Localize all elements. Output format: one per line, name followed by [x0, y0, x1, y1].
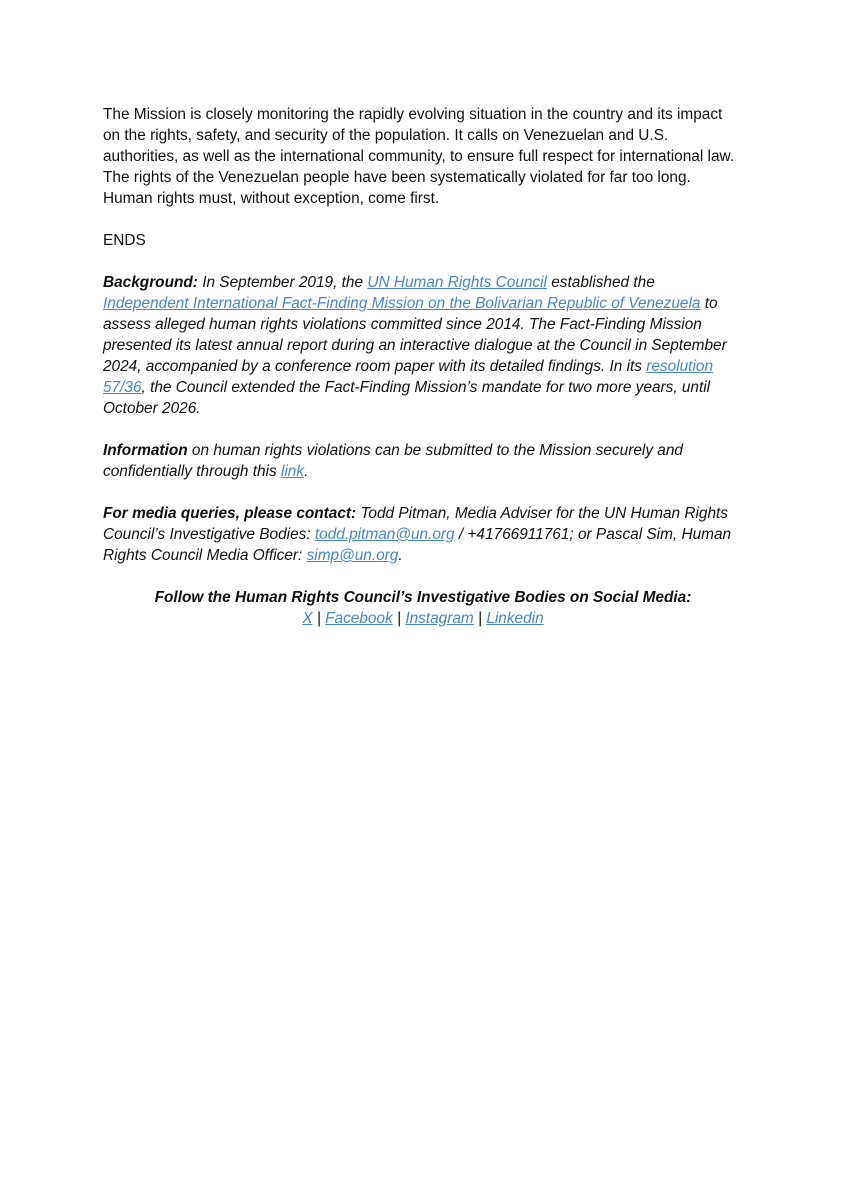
resolution-link[interactable]: resolution 57/36	[103, 358, 713, 396]
todd-pitman-email-link[interactable]: todd.pitman@un.org	[314, 526, 455, 543]
facebook-link[interactable]: Facebook	[325, 610, 393, 627]
information-text-2: .	[304, 463, 309, 480]
background-paragraph	[103, 272, 743, 419]
fact-finding-mission-link[interactable]: Independent International Fact-Finding Mission on the Bolivarian Republic of Venezuela	[103, 295, 701, 312]
ends-marker: ENDS	[103, 232, 146, 249]
social-separator: |	[392, 610, 406, 627]
background-text-4: , the Council extended the Fact-Finding Mission’s mandate for two more years, until October 2026.	[103, 379, 711, 417]
un-human-rights-council-link[interactable]: UN Human Rights Council	[367, 274, 547, 291]
social-media-heading: Follow the Human Rights Council’s Investigative Bodies on Social Media:	[154, 589, 692, 606]
information-label: Information	[103, 442, 188, 459]
pascal-sim-email-link[interactable]: simp@un.org	[306, 547, 399, 564]
social-media-block	[103, 587, 743, 629]
information-paragraph	[103, 440, 743, 482]
submission-link[interactable]: link	[280, 463, 305, 480]
instagram-link[interactable]: Instagram	[405, 610, 474, 627]
background-label: Background:	[103, 274, 198, 291]
media-text-1: Todd Pitman, Media Adviser for the UN Human Rights Council’s Investigative Bodies:	[103, 505, 728, 543]
background-text-2: established the	[546, 274, 655, 291]
media-text-2: / +41766911761; or Pascal Sim, Human Rights Council Media Officer:	[103, 526, 732, 564]
media-text-3: .	[398, 547, 403, 564]
social-separator: |	[312, 610, 326, 627]
x-link[interactable]: X	[302, 610, 313, 627]
media-paragraph	[103, 503, 743, 566]
linkedin-link[interactable]: Linkedin	[486, 610, 544, 627]
intro-paragraph: The Mission is closely monitoring the rapidly evolving situation in the country and its impact on the rights, safety, and security of the population. It calls on Venezuelan and U.S. authorities, as well as the international community, to ensure full respect for international law. The rights of the Venezuelan people have been systematically violated for far too long. Human rights must, without exception, come first.	[103, 106, 735, 207]
social-separator: |	[473, 610, 487, 627]
media-label: For media queries, please contact:	[103, 505, 357, 522]
information-text-1: on human rights violations can be submitted to the Mission securely and confidentially through this	[103, 442, 683, 480]
background-text-3: to assess alleged human rights violations committed since 2014. The Fact-Finding Mission presented its latest annual report during an interactive dialogue at the Council in September 2024, accompanied by a conference room paper with its detailed findings. In its	[103, 295, 727, 375]
background-text-1: In September 2019, the	[197, 274, 368, 291]
press-release-body	[103, 104, 743, 650]
